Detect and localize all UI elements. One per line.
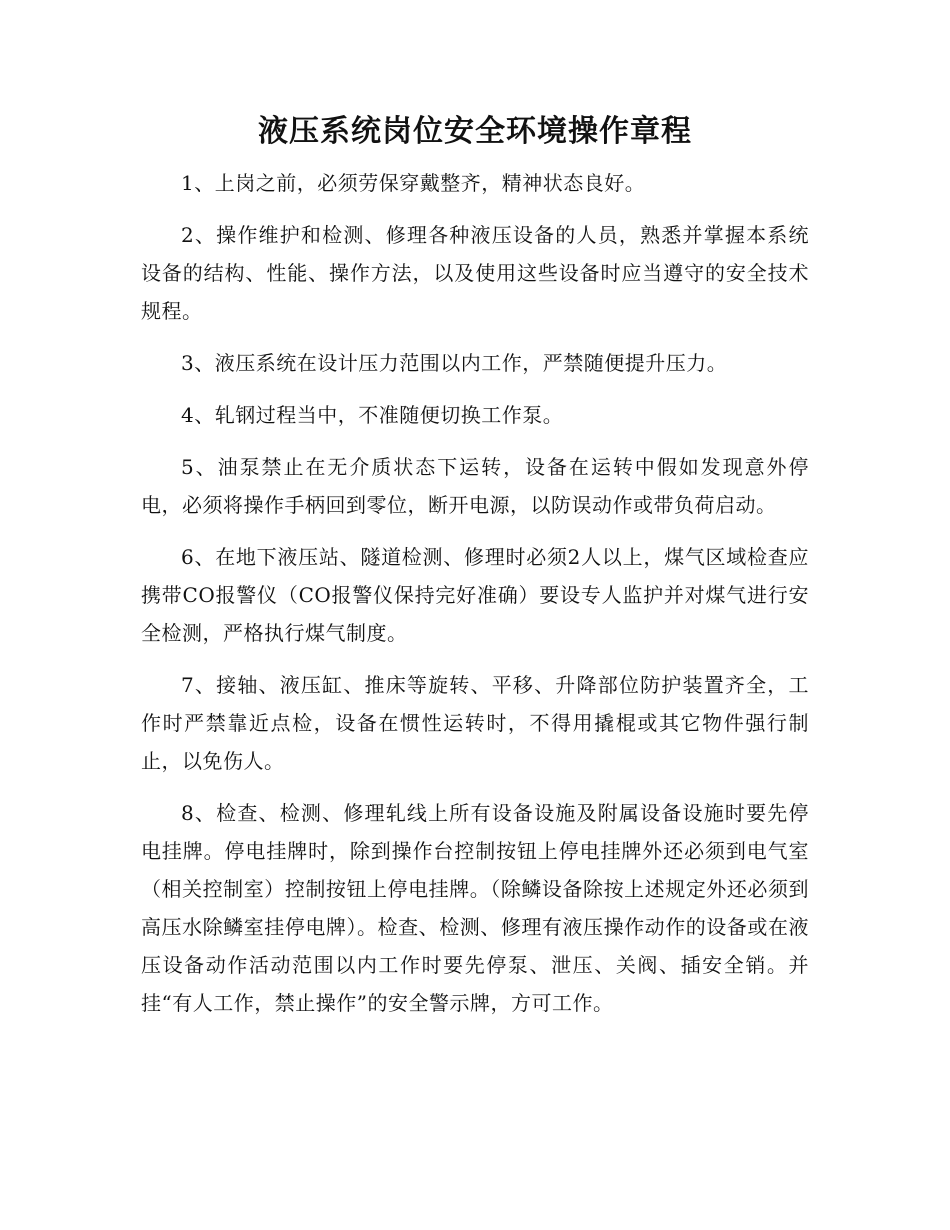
paragraph-6: 6、在地下液压站、隧道检测、修理时必须2人以上，煤气区域检查应携带CO报警仪（CO报警仪保持完好准确）要设专人监护并对煤气进行安全检测，严格执行煤气制度。 xyxy=(141,545,809,645)
paragraph-8: 8、检查、检测、修理轧线上所有设备设施及附属设备设施时要先停电挂牌。停电挂牌时，除到操作台控制按钮上停电挂牌外还必须到电气室（相关控制室）控制按钮上停电挂牌。（除鳞设备除按上述规定外还必须到高压水除鳞室挂停电牌）。检查、检测、修理有液压操作动作的设备或在液压设备动作活动范围以内工作时要先停泵、泄压、关阀、插安全销。并挂“有人工作，禁止操作”的安全警示牌，方可工作。 xyxy=(141,801,809,1015)
paragraph-2: 2、操作维护和检测、修理各种液压设备的人员，熟悉并掌握本系统设备的结构、性能、操作方法，以及使用这些设备时应当遵守的安全技术规程。 xyxy=(141,223,809,323)
document-body xyxy=(141,164,809,1036)
paragraph-4: 4、轧钢过程当中，不准随便切换工作泵。 xyxy=(181,403,564,427)
paragraph-1: 1、上岗之前，必须劳保穿戴整齐，精神状态良好。 xyxy=(181,171,646,195)
paragraph-5: 5、油泵禁止在无介质状态下运转，设备在运转中假如发现意外停电，必须将操作手柄回到零位，断开电源，以防误动作或带负荷启动。 xyxy=(141,455,809,517)
paragraph-7: 7、接轴、液压缸、推床等旋转、平移、升降部位防护装置齐全，工作时严禁靠近点检，设备在惯性运转时，不得用撬棍或其它物件强行制止，以免伤人。 xyxy=(141,673,809,773)
paragraph-3: 3、液压系统在设计压力范围以内工作，严禁随便提升压力。 xyxy=(181,351,728,375)
document-title: 液压系统岗位安全环境操作章程 xyxy=(258,114,692,149)
